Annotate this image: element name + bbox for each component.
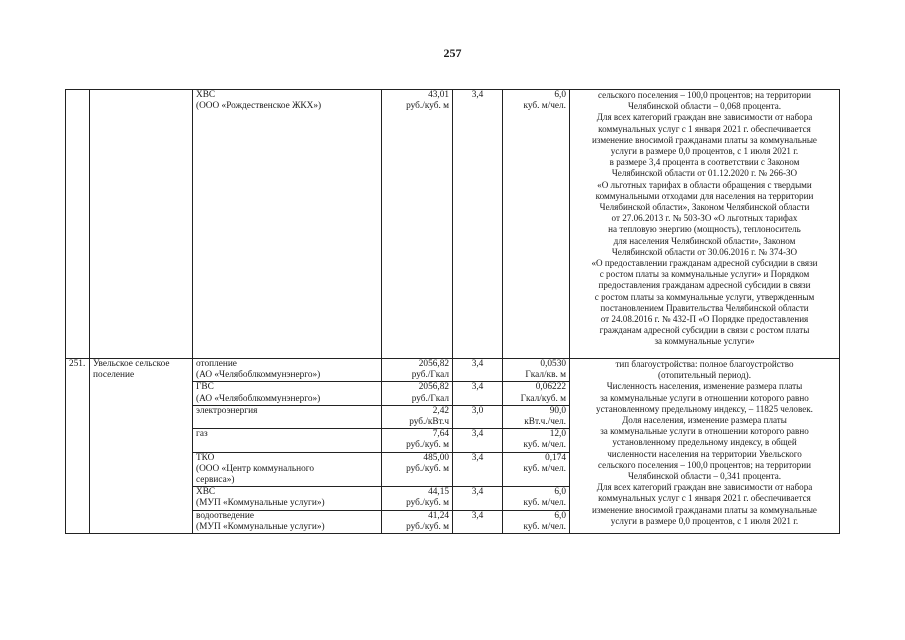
note-line: «О льготных тарифах в области обращения с твердыми — [597, 179, 812, 190]
service-provider: (АО «Челябоблкоммунэнерго») — [196, 393, 321, 404]
service-name: ГВС — [196, 382, 214, 393]
service-name: ХВС — [196, 487, 216, 498]
note-line: от 27.06.2013 г. № 503-ЗО «О льготных тарифах — [611, 213, 798, 224]
service-cell — [193, 452, 382, 487]
volume-unit: куб. м/чел. — [523, 440, 566, 451]
service-provider: (МУП «Коммунальные услуги») — [196, 521, 325, 532]
tariff-cell — [382, 90, 453, 359]
index-cell: 3,4 — [453, 90, 503, 359]
tariff-table — [65, 89, 840, 534]
note-line: установленному предельному индексу, в общей — [612, 437, 797, 448]
note-line: постановлением Правительства Челябинской области — [600, 302, 809, 313]
note-line: сельского поселения – 100,0 процентов; на территории — [598, 90, 811, 100]
note-line: за коммунальные услуги в отношении которого равно — [600, 392, 809, 403]
index-cell: 3,4 — [453, 487, 503, 510]
tariff-unit: руб./куб. м — [406, 101, 449, 112]
volume-cell — [503, 405, 570, 428]
index-cell: 3,0 — [453, 405, 503, 428]
note-line: услуги в размере 0,0 процентов, с 1 июля 2021 г. — [610, 146, 799, 157]
volume-cell — [503, 510, 570, 533]
volume-unit: Гкал/куб. м — [520, 393, 566, 404]
volume-unit: куб. м/чел. — [523, 498, 566, 509]
service-provider: сервиса») — [196, 475, 235, 486]
volume-value: 90,0 — [549, 405, 566, 416]
tariff-unit: руб./куб. м — [406, 498, 449, 509]
note-cell — [570, 359, 840, 534]
tariff-unit: руб./куб. м — [406, 440, 449, 451]
volume-cell — [503, 429, 570, 452]
note-line: Челябинской области от 30.06.2016 г. № 374-ЗО — [611, 246, 798, 257]
volume-value: 12,0 — [549, 429, 566, 440]
note-line: тип благоустройства: полное благоустройство — [615, 359, 794, 369]
note-line: для населения Челябинской области», Законом — [613, 235, 796, 246]
note-line: изменение вносимой гражданами платы за коммунальные — [592, 134, 817, 145]
note-line: Доля населения, изменение размера платы — [622, 415, 787, 426]
note-line: коммунальных услуг с 1 января 2021 г. обеспечивается — [598, 493, 811, 504]
tariff-unit: руб./Гкал — [411, 393, 449, 404]
tariff-cell — [382, 487, 453, 510]
service-provider: (ООО «Центр коммунального — [196, 463, 315, 474]
tariff-unit: руб./Гкал — [411, 370, 449, 381]
index-cell: 3,4 — [453, 510, 503, 533]
volume-value: 0,06222 — [535, 382, 566, 393]
row-number-cell — [66, 90, 90, 359]
note-line: Челябинской области», Законом Челябинской области — [599, 202, 810, 213]
note-line: Для всех категорий граждан вне зависимости от набора — [596, 482, 813, 493]
tariff-value: 2056,82 — [418, 359, 449, 369]
tariff-unit: руб./куб. м — [406, 521, 449, 532]
service-cell — [193, 382, 382, 405]
volume-value: 0,174 — [545, 452, 566, 463]
volume-cell — [503, 359, 570, 382]
volume-value: 6,0 — [554, 487, 566, 498]
index-cell: 3,4 — [453, 382, 503, 405]
tariff-cell — [382, 429, 453, 452]
volume-cell — [503, 382, 570, 405]
note-line: на тепловую энергию (мощность), теплоноситель — [608, 224, 801, 235]
volume-unit: Гкал/кв. м — [525, 370, 566, 381]
tariff-unit: руб./куб. м — [406, 463, 449, 474]
volume-cell — [503, 487, 570, 510]
note-line: Для всех категорий граждан вне зависимости от набора — [596, 112, 813, 123]
service-provider: (МУП «Коммунальные услуги») — [196, 498, 325, 509]
service-cell — [193, 405, 382, 428]
service-name: отопление — [196, 359, 237, 369]
note-line: установленному предельному индексу, – 11825 человек. — [596, 403, 813, 414]
tariff-value: 41,24 — [428, 510, 449, 521]
service-cell — [193, 359, 382, 382]
note-line: численности населения на территории Увельского — [607, 448, 802, 459]
volume-value: 6,0 — [554, 510, 566, 521]
volume-unit: куб. м/чел. — [523, 463, 566, 474]
service-provider: (АО «Челябоблкоммунэнерго») — [196, 370, 321, 381]
note-line: с ростом платы за коммунальные услуги, утвержденным — [594, 291, 815, 302]
tariff-cell — [382, 382, 453, 405]
service-cell — [193, 90, 382, 359]
note-line: услуги в размере 0,0 процентов, с 1 июля 2021 г. — [610, 515, 799, 526]
tariff-cell — [382, 359, 453, 382]
note-line: Челябинской области – 0,068 процента. — [627, 101, 782, 112]
volume-value: 0,0530 — [540, 359, 566, 369]
note-line: коммунальными отходами для населения на территории — [595, 190, 814, 201]
municipality-cell — [90, 359, 193, 534]
table-row — [66, 359, 840, 382]
note-line: изменение вносимой гражданами платы за коммунальные — [592, 504, 817, 515]
note-line: от 24.08.2016 г. № 432-П «О Порядке предоставления — [600, 314, 809, 325]
service-cell — [193, 487, 382, 510]
service-name: электроэнергия — [196, 405, 258, 416]
municipality-cell — [90, 90, 193, 359]
service-cell — [193, 429, 382, 452]
note-cell — [570, 90, 840, 359]
tariff-cell — [382, 405, 453, 428]
tariff-cell — [382, 510, 453, 533]
tariff-value: 485,00 — [423, 452, 449, 463]
index-cell: 3,4 — [453, 452, 503, 487]
note-line: за коммунальные услуги в отношении которого равно — [600, 426, 809, 437]
tariff-unit: руб./кВт.ч — [409, 417, 449, 428]
volume-value: 6,0 — [554, 90, 566, 100]
tariff-value: 43,01 — [428, 90, 449, 100]
tariff-value: 2,42 — [432, 405, 449, 416]
note-line: предоставления гражданам адресной субсидии в связи — [598, 280, 811, 291]
service-name: водоотведение — [196, 510, 254, 521]
note-line: с ростом платы за коммунальные услуги» и Порядком — [599, 269, 810, 280]
tariff-value: 2056,82 — [418, 382, 449, 393]
index-cell: 3,4 — [453, 359, 503, 382]
service-name: ТКО — [196, 452, 215, 463]
service-cell — [193, 510, 382, 533]
row-number-cell: 251. — [66, 359, 90, 534]
volume-cell — [503, 90, 570, 359]
municipality-name: Увельское сельское — [93, 359, 170, 369]
volume-unit: куб. м/чел. — [523, 521, 566, 532]
tariff-value: 7,64 — [432, 429, 449, 440]
note-line: Челябинской области от 01.12.2020 г. № 266-ЗО — [611, 168, 798, 179]
tariff-value: 44,15 — [428, 487, 449, 498]
volume-cell — [503, 452, 570, 487]
note-line: в размере 3,4 процента в соответствии с Законом — [609, 157, 800, 168]
index-cell: 3,4 — [453, 429, 503, 452]
volume-unit: кВт.ч./чел. — [524, 417, 566, 428]
note-line: коммунальных услуг с 1 января 2021 г. обеспечивается — [598, 123, 811, 134]
note-line: (отопительный период). — [658, 370, 751, 381]
page-number: 257 — [443, 46, 462, 60]
note-line: гражданам адресной субсидии в связи с ростом платы — [599, 325, 810, 336]
tariff-cell — [382, 452, 453, 487]
volume-unit: куб. м/чел. — [523, 101, 566, 112]
service-name: ХВС — [196, 90, 216, 100]
table-row — [66, 90, 840, 359]
municipality-name: поселение — [93, 370, 135, 381]
note-line: Численность населения, изменение размера платы — [606, 381, 803, 392]
note-line: «О предоставлении гражданам адресной субсидии в связи — [591, 258, 818, 269]
note-line: Челябинской области – 0,341 процента. — [627, 471, 782, 482]
note-line: сельского поселения – 100,0 процентов; на территории — [598, 459, 811, 470]
service-provider: (ООО «Рождественское ЖКХ») — [196, 101, 322, 112]
note-line: за коммунальные услуги» — [654, 336, 755, 347]
service-name: газ — [196, 429, 208, 440]
